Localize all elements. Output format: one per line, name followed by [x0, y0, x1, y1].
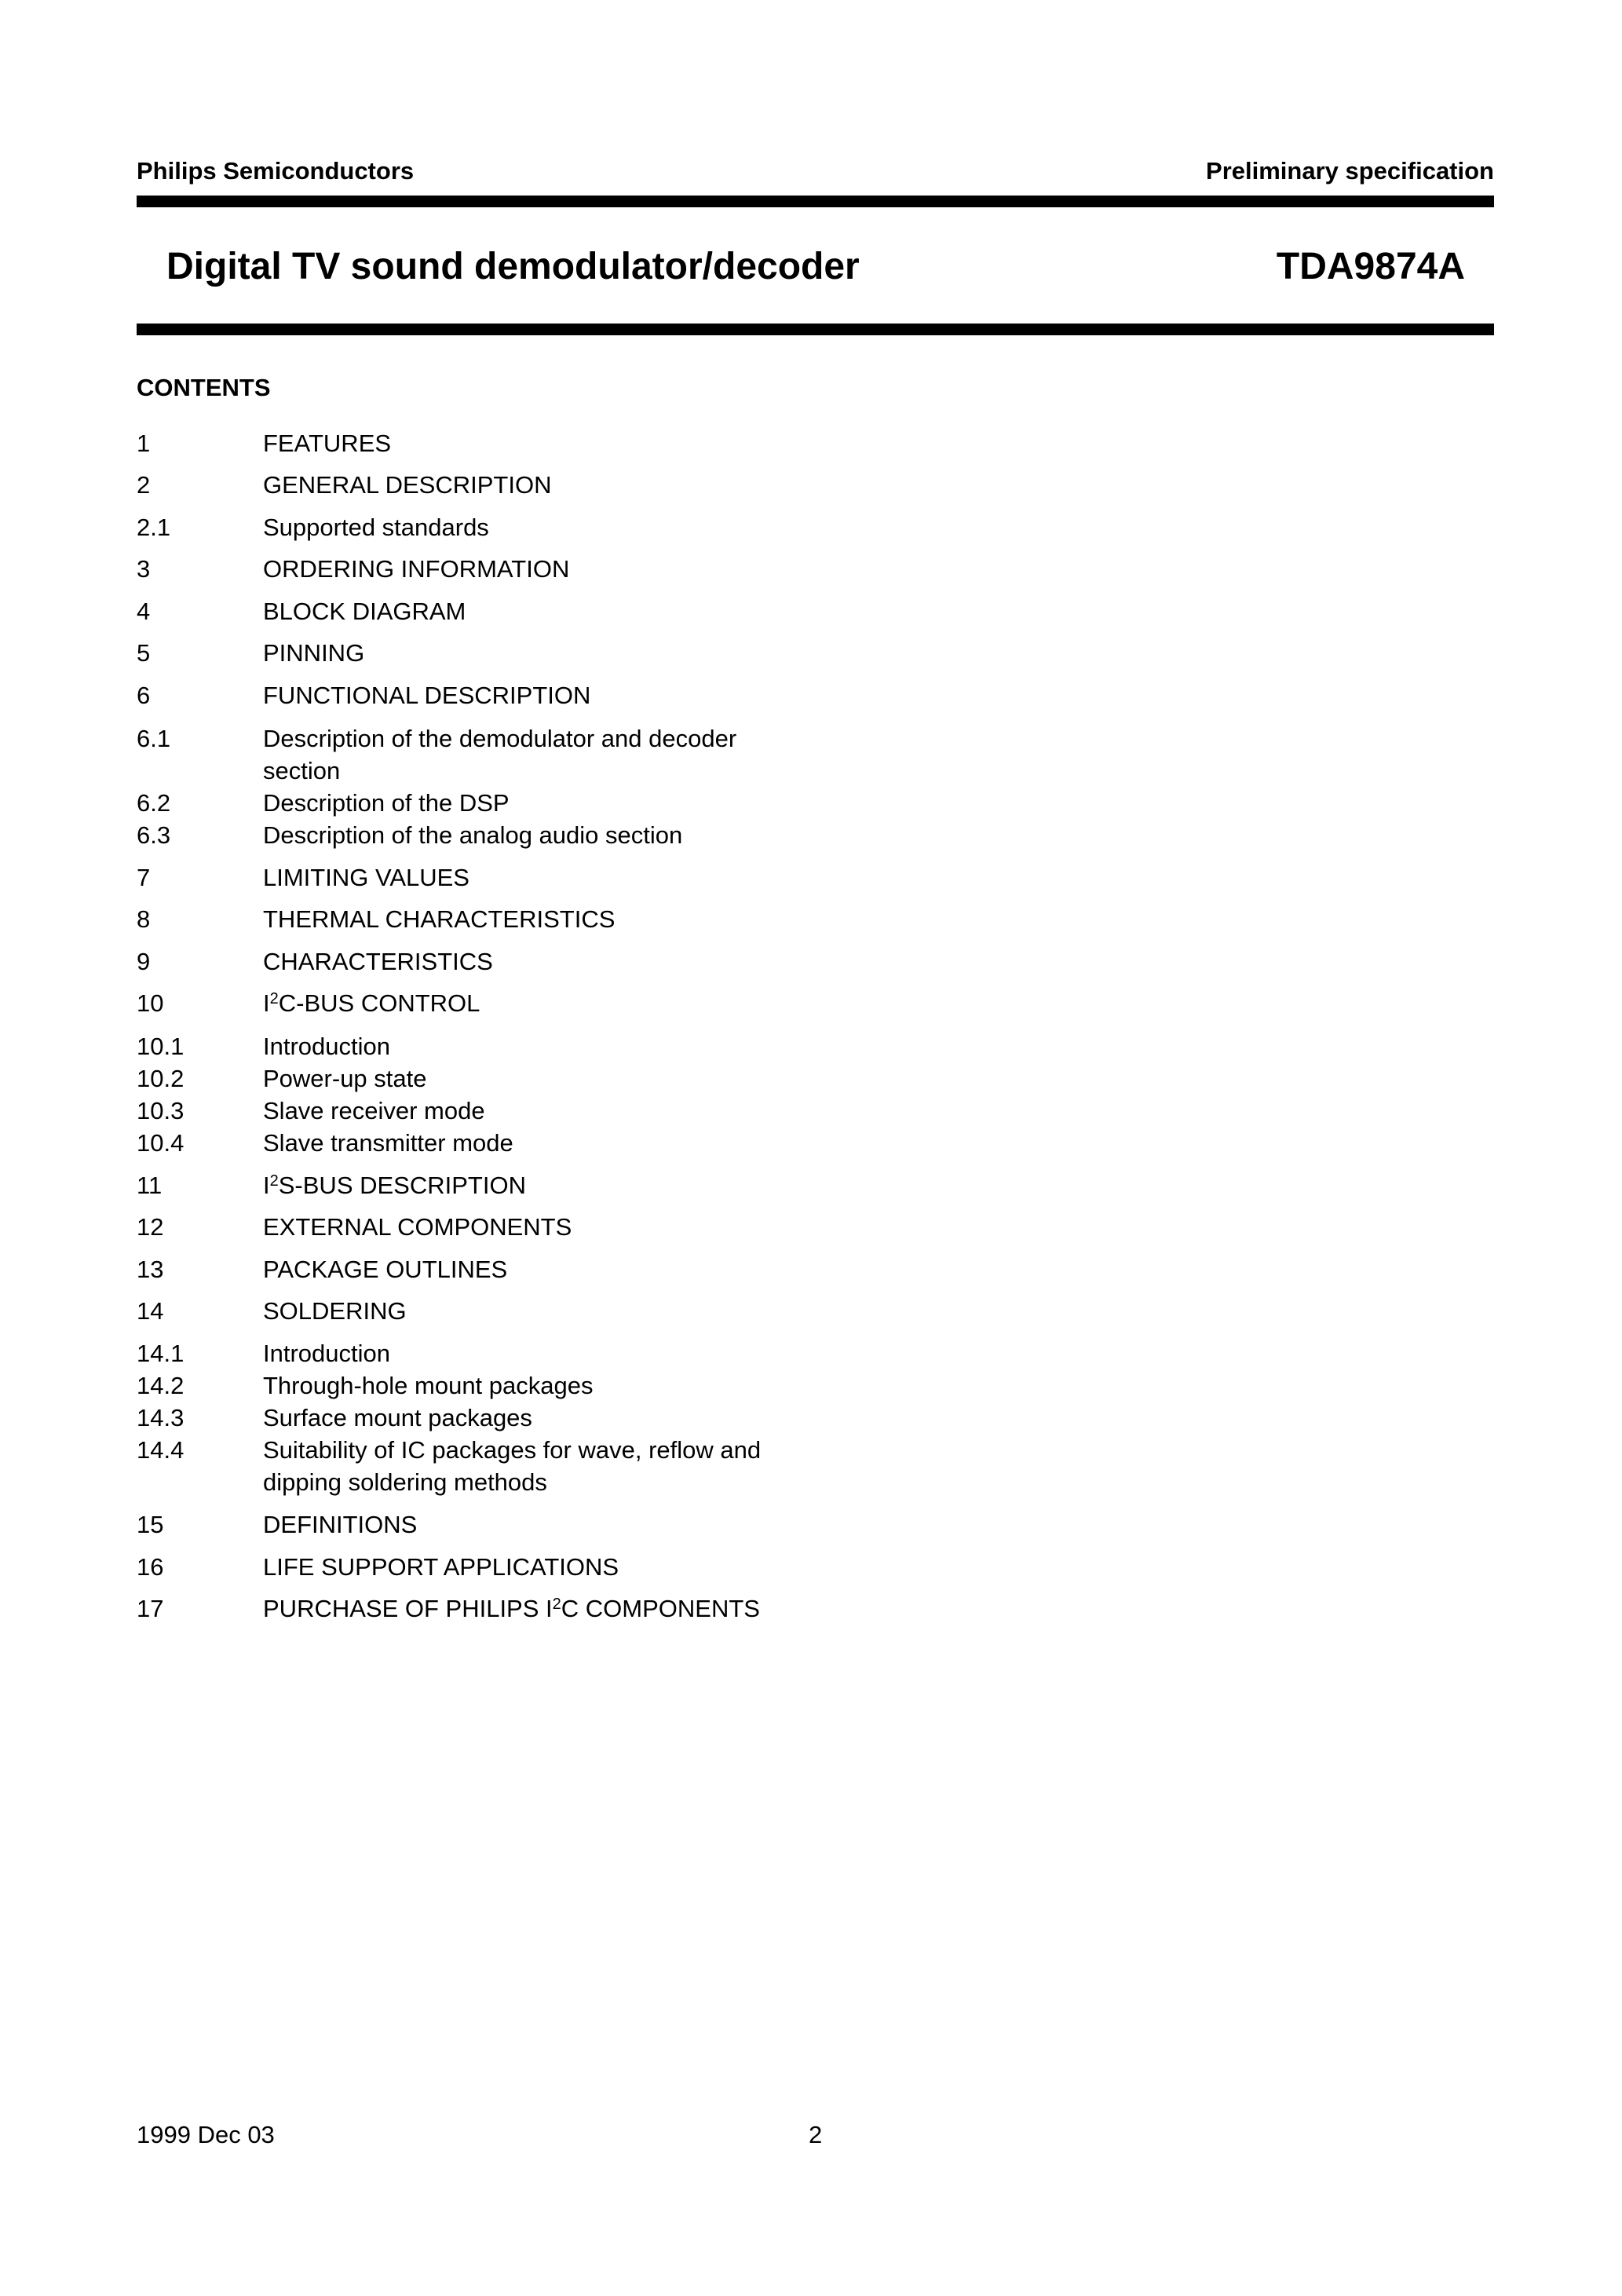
toc-title: LIFE SUPPORT APPLICATIONS: [263, 1553, 619, 1581]
toc-number: 3: [137, 555, 151, 583]
document-type: Preliminary specification: [1206, 157, 1494, 185]
toc-number: 14: [137, 1297, 164, 1325]
contents-heading: CONTENTS: [137, 374, 271, 401]
toc-number: 6.2: [137, 789, 171, 817]
toc-title-line: dipping soldering methods: [263, 1468, 547, 1496]
toc-title: $I^2S$-BUS DESCRIPTION: [263, 1172, 526, 1199]
toc-title: Slave receiver mode: [263, 1097, 485, 1124]
toc-title: Power-up state: [263, 1065, 427, 1092]
superscript: 2: [269, 990, 279, 1007]
toc-number: 17: [137, 1595, 164, 1622]
toc-title: DEFINITIONS: [263, 1511, 418, 1538]
toc-number: 10.4: [137, 1129, 184, 1157]
toc-number: 10: [137, 989, 164, 1017]
toc-title: Surface mount packages: [263, 1404, 532, 1431]
toc-number: 13: [137, 1256, 164, 1283]
toc-number: 14.2: [137, 1372, 184, 1399]
toc-number: 10.2: [137, 1065, 184, 1092]
toc-title: [263, 722, 860, 787]
toc-number: 7: [137, 864, 151, 891]
toc-title: Through-hole mount packages: [263, 1372, 594, 1399]
toc-title: Description of the analog audio section: [263, 821, 683, 849]
toc-title: PINNING: [263, 639, 365, 667]
header-rule-bottom: [137, 324, 1494, 335]
toc-title: LIMITING VALUES: [263, 864, 469, 891]
toc-number: 6.3: [137, 821, 171, 849]
company-name: Philips Semiconductors: [137, 157, 415, 185]
toc-number: 12: [137, 1213, 164, 1241]
toc-title: Introduction: [263, 1340, 390, 1367]
toc-title-line: section: [263, 757, 341, 784]
superscript: 2: [269, 1172, 279, 1190]
toc-number: 10.3: [137, 1097, 184, 1124]
toc-title: PACKAGE OUTLINES: [263, 1256, 508, 1283]
toc-title: CHARACTERISTICS: [263, 948, 493, 975]
header-rule-top: [137, 196, 1494, 207]
toc-number: 15: [137, 1511, 164, 1538]
toc-title: Supported standards: [263, 514, 489, 541]
toc-title: EXTERNAL COMPONENTS: [263, 1213, 572, 1241]
toc-number: 5: [137, 639, 151, 667]
toc-title: FUNCTIONAL DESCRIPTION: [263, 682, 591, 709]
toc-number: 9: [137, 948, 151, 975]
toc-title-line: Suitability of IC packages for wave, reflow and: [263, 1436, 762, 1464]
toc-title: BLOCK DIAGRAM: [263, 598, 466, 625]
toc-title: Introduction: [263, 1033, 390, 1060]
toc-title: FEATURES: [263, 430, 392, 457]
toc-number: 14.1: [137, 1340, 184, 1367]
toc-title-line: Description of the demodulator and decoder: [263, 725, 737, 752]
toc-title: GENERAL DESCRIPTION: [263, 471, 552, 499]
page-number: 2: [809, 2121, 823, 2148]
toc-title: SOLDERING: [263, 1297, 407, 1325]
toc-number: 1: [137, 430, 151, 457]
toc-number: 10.1: [137, 1033, 184, 1060]
toc-number: 4: [137, 598, 151, 625]
toc-title: $I^2C$-BUS CONTROL: [263, 989, 480, 1017]
toc-number: 16: [137, 1553, 164, 1581]
superscript: 2: [552, 1596, 561, 1613]
toc-number: 6: [137, 682, 151, 709]
toc-title: THERMAL CHARACTERISTICS: [263, 905, 616, 933]
toc-title: [263, 1434, 860, 1498]
toc-title: PURCHASE OF PHILIPS $I^2C$ COMPONENTS: [263, 1595, 760, 1622]
toc-number: 11: [137, 1172, 163, 1199]
footer-date: 1999 Dec 03: [137, 2121, 275, 2148]
toc-title: Description of the DSP: [263, 789, 510, 817]
toc-number: 2.1: [137, 514, 171, 541]
document-title: Digital TV sound demodulator/decoder: [166, 246, 860, 287]
toc-number: 14.3: [137, 1404, 184, 1431]
part-number: TDA9874A: [1276, 246, 1465, 287]
toc-title: ORDERING INFORMATION: [263, 555, 570, 583]
toc-title: Slave transmitter mode: [263, 1129, 513, 1157]
toc-number: 6.1: [137, 725, 171, 752]
toc-number: 8: [137, 905, 151, 933]
toc-number: 2: [137, 471, 151, 499]
toc-number: 14.4: [137, 1436, 184, 1464]
